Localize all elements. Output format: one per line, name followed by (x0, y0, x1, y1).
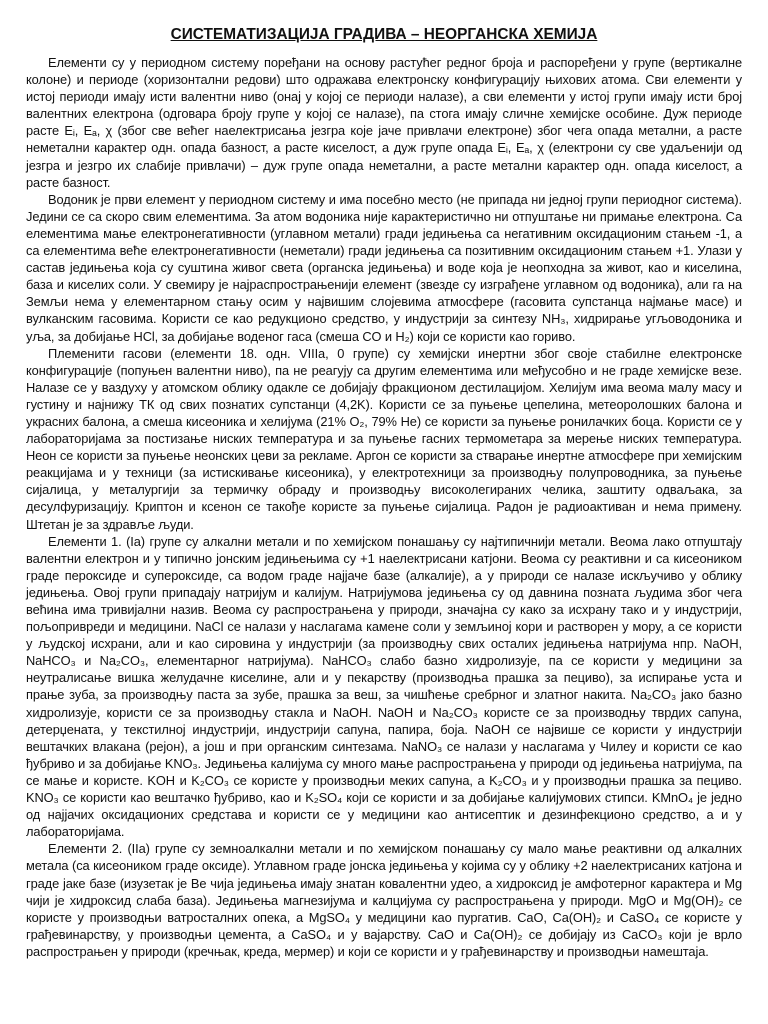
paragraph-alkali-metals: Елементи 1. (Ia) групе су алкални метали и по хемијском понашању су најтипичнији метали. Веома лако отпуштају валентни електрон и у типично јонским једињењима су +1 наелектрисани катјони. Веома су реактивни и са кисеоником граде пероксиде и супероксиде, са водом граде најјаче базе (алкалије), а у природи се налазе искључиво у облику једињења. Овој групи припадају натријум и калијум. Натријумова једињења су од давнина позната људима због чега већина има тривијални назив. Веома су распрострањена у природи, значајна су како за исхрану тако и у индустрији, пољопривреди и медицини. NaCl се налази у наслагама камене соли у земљиној кори и растворен у мору, а се користи у људској исхрани, али и као сировина у индустрији (за производњу свих осталих једињења натријума нпр. NaOH, NaHCO₃ и Na₂CO₃, елементарног натријума). NaHCO₃ слабо базно хидролизује, па се користи у медицини за неутралисање вишка желудачне киселине, али и у пекарству (производња прашка за пециво), за испирање уста и прање зуба, за производњу паста за зубе, прашка за веш, за чишћење сребрног и златног накита. Na₂CO₃ јако базно хидролизује, користи се за производњу стакла и NaOH. NaOH и Na₂CO₃ користе се за производњу тврдих сапуна, детерџената, у текстилној индустрији, индустрији сапуна, папира, боја. NaOH се највише се користи у индустрији вештачких влакана (рејон), а још и при органским синтезама. NaNO₃ се налази у наслагама у Чилеу и користи се као ђубриво и за добијање KNO₃. Једињења калијума су много мање распрострањена у природи од једињења натријума, па се мање и користе. KOH и K₂CO₃ се користе у производњи меких сапуна, а K₂CO₃ и у производњи прашка за пециво. KNO₃ се користи као вештачко ђубриво, као и K₂SO₄ који се користи и за добијање калијумових стипси. KMnO₄ је једно од најјачих оксидационих средстава и користи се у медицини као антисептик и дезинфекционо средство, а и у лабораторијама. (26, 533, 742, 840)
document-title: СИСТЕМАТИЗАЦИЈА ГРАДИВА – НЕОРГАНСКА ХЕМИЈА (170, 26, 598, 43)
paragraph-alkaline-earth-metals: Елементи 2. (IIa) групе су земноалкални метали и по хемијском понашању су мало мање реактивни од алкалних метала (са кисеоником граде оксиде). Углавном граде јонска једињења у којима су у облику +2 наелектрисаних катјона и граде јаке базе (изузетак је Be чија једињења имају знатан ковалентни удео, а хидроксид је амфотерног карактера и Mg чији је хидроксид слаба база). Једињења магнезијума и калцијума су распрострањена у природи. MgO и Mg(OH)₂ се користе у производњи ватросталних опека, а MgSO₄ у медицини као пургатив. CaO, Ca(OH)₂ и CaSO₄ се користе у грађевинарству, у производњи цемента, а CaSO₄ и у вајарству. CaO и Ca(OH)₂ се добијају из CaCO₃ који је врло распрострањен у природи (кречњак, креда, мермер) и који се користи и у грађевинарству и производњи намештаја. (26, 841, 742, 959)
paragraph-hydrogen: Водоник је први елемент у периодном систему и има посебно место (не припада ни једној групи периодног система). Једини се са скоро свим елементима. За атом водоника није карактеристично ни отпуштање ни примање електрона. Са елементима мање електронегативности (углавном метали) гради једињења са негативним оксидационим стањем -1, а са елементима веће електронегативности (неметали) гради једињења са позитивним оксидационим стањем +1. Улази у састав једињења која су суштина живог света (органска једињења) и воде која је неопходна за живот, као и киселина, база и киселих соли. У свемиру је најраспрострањенији елемент (звезде су изграђене углавном од водоника), али га на Земљи нема у елементарном стању осим у највишим слојевима атмосфере (гасовита супстанца најмање масе) и вулканским гасовима. Користи се као редукционо средство, у индустрији за синтезу NH₃, хидрирање угљоводоника и уља, за добијање HCl, за добијање воденог гаса (смеша CO и H₂) који се користи као гориво. (26, 191, 742, 344)
paragraph-periodic-system: Елементи су у периодном систему поређани на основу растућег редног броја и распоређени у групе (вертикалне колоне) и периоде (хоризонтални редови) што одражава електронску конфигурацију њихових атома. Сви елементи у истој периоди имају исти валентни ниво (онај у којој се периоди налазе), а сви елементи у истој групи имају исти број валентних електрона (одговара броју групе у којој се налазе), па стога имају сличне хемијске особине. Дуж периоде расте Eᵢ, Eₐ, χ (због све већег наелектрисања језгра које јаче привлачи електроне) због чега опада метални, а расте неметални карактер одн. опада базност, а расте киселост, а дуж групе опада Eᵢ, Eₐ, χ (електрони су све удаљенији од језгра и језгро их слабије привлачи) – дуж групе опада неметални, а расте метални карактер одн. опада киселост, а расте базност. (26, 55, 742, 190)
paragraph-noble-gases: Племенити гасови (елементи 18. одн. VIIIa, 0 групе) су хемијски инертни због своје стабилне електронске конфигурације (попуњен валентни ниво), па не реагују са другим елементима или међусобно и не граде хемијске везе. Налазе се у ваздуху у атомском облику одакле се добијају фракционом дестилацијом. Хелијум има веома малу масу и густину и најнижу ТК од свих познатих супстанци (4,2K). Користи се за пуњење цепелина, метеоролошких балона и украсних балона, а смеша кисеоника и хелијума (21% O₂, 79% He) се користи за пуњење ронилачких боца. Користи се у лабораторијама за постизање ниских температура и за пуњење гасних термометара за мерење ниских температура. Неон се користи за пуњење неонских цеви за рекламе. Аргон се користи за стварање инертне атмосфере при хемијским реакцијама и у техници (за истискивање кисеоника), у електротехници за производњу полупроводника, за пуњење сијалица, у металургији за термичку обраду и производњу високолегираних челика, заштиту одваљака, за десулфуризацију. Криптон и ксенон се такође користе за пуњење сијалица. Радон је радиоактиван и нема примену. Штетан је за здравље људи. (26, 345, 742, 532)
